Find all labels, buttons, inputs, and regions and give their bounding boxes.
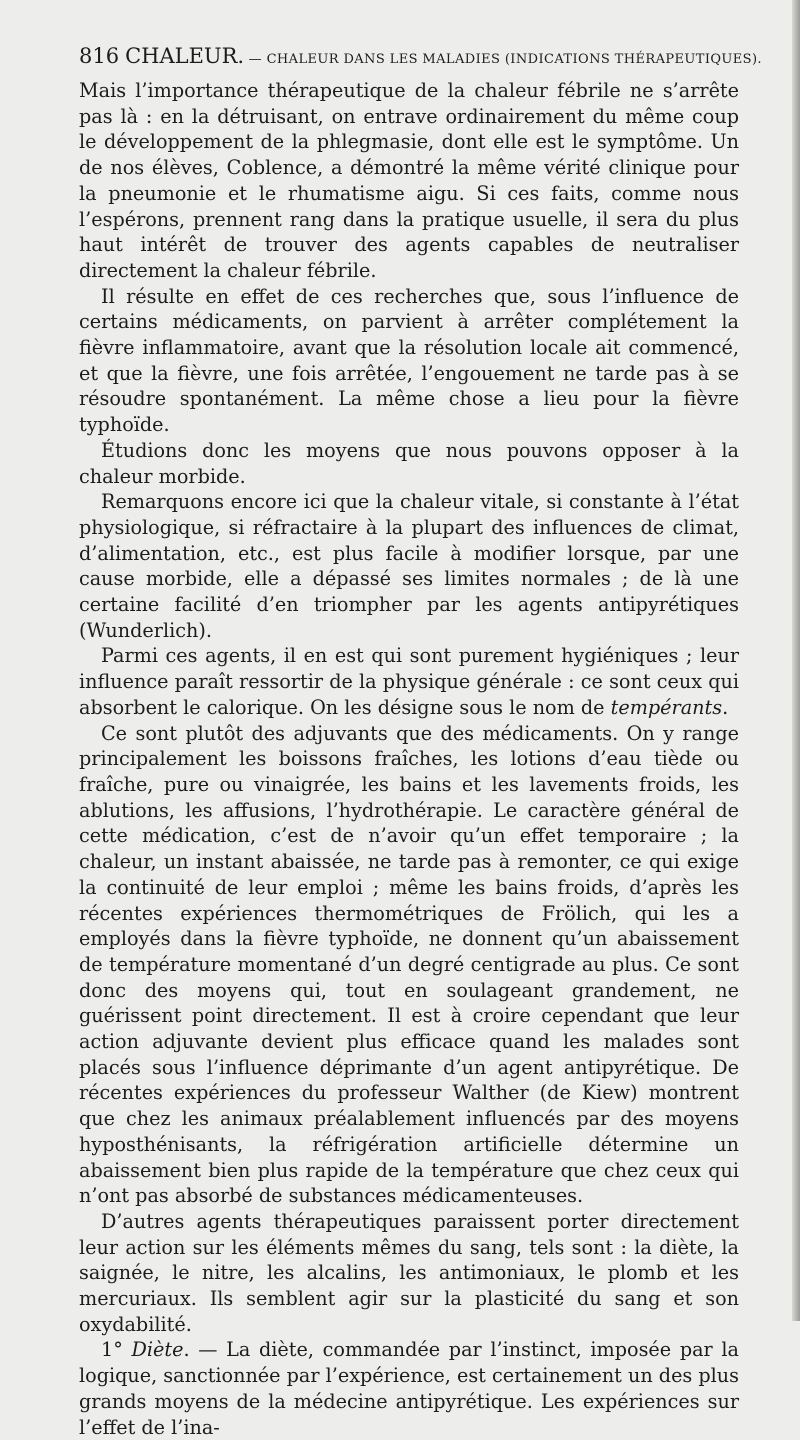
term-temperants: tempérants [610, 695, 723, 719]
paragraph-5 [79, 643, 739, 720]
running-dash: — [244, 52, 267, 67]
paragraph-1: Mais l’importance thérapeutique de la chaleur fébrile ne s’arrête pas là : en la détruisant, on entrave ordinairement du même coup le développement de la phlegmasie, dont elle est le symptôme. Un de nos élèves, Coblence, a démontré la même vérité clinique pour la pneumonie et le rhumatisme aigu. Si ces faits, comme nous l’espérons, prennent rang dans la pratique usuelle, il sera du plus haut intérêt de trouver des agents capables de neutraliser directement la chaleur fébrile. [79, 79, 739, 282]
running-head [79, 42, 762, 74]
paragraph-4: Remarquons encore ici que la chaleur vitale, si constante à l’état physiologique, si réfractaire à la plupart des influences de climat, d’alimentation, etc., est plus facile à modifier lorsque, par une cause morbide, elle a dépassé ses limites normales ; de là une certaine facilité d’en triompher par les agents antipyrétiques (Wunderlich). [79, 490, 739, 642]
section-number: 1° [101, 1338, 123, 1362]
paragraph-8-text: . — La diète, commandée par l’instinct, imposée par la logique, sanctionnée par l’expérience, est certainement un des plus grands moyens de la médecine antipyrétique. Les expériences sur l’effet de l’ina- [79, 1338, 740, 1439]
body-text [79, 78, 739, 1440]
paragraph-8 [79, 1337, 739, 1440]
page [79, 42, 762, 1440]
running-subtitle: CHALEUR DANS LES MALADIES (INDICATIONS THÉRAPEUTIQUES). [266, 52, 762, 67]
paragraph-5-text: Parmi ces agents, il en est qui sont purement hygiéniques ; leur influence paraît ressortir de la physique générale : ce sont ceux qui absorbent le calorique. On les désigne sous le nom de [79, 644, 739, 719]
page-number: 816 [79, 44, 120, 68]
paragraph-3: Étudions donc les moyens que nous pouvons opposer à la chaleur morbide. [79, 438, 739, 488]
paragraph-2: Il résulte en effet de ces recherches que, sous l’influence de certains médicaments, on parvient à arrêter complétement la fièvre inflammatoire, avant que la résolution locale ait commencé, et que la fièvre, une fois arrêtée, l’engouement ne tarde pas à se résoudre spontanément. La même chose a lieu pour la fièvre typhoïde. [79, 284, 739, 437]
page-edge-shadow [792, 0, 800, 1321]
paragraph-5-end: . [722, 695, 729, 719]
running-title: CHALEUR. [125, 44, 245, 68]
paragraph-7: D’autres agents thérapeutiques paraissent porter directement leur action sur les éléments mêmes du sang, tels sont : la diète, la saignée, le nitre, les alcalins, les antimoniaux, le plomb et les mercuriaux. Ils semblent agir sur la plasticité du sang et son oxydabilité. [79, 1209, 739, 1336]
paragraph-6: Ce sont plutôt des adjuvants que des médicaments. On y range principalement les boissons fraîches, les lotions d’eau tiède ou fraîche, pure ou vinaigrée, les bains et les lavements froids, les ablutions, les affusions, l’hydrothérapie. Le caractère général de cette médication, c’est de n’avoir qu’un effet temporaire ; la chaleur, un instant abaissée, ne tarde pas à remonter, ce qui exige la continuité de leur emploi ; même les bains froids, d’après les récentes expériences thermométriques de Frölich, qui les a employés dans la fièvre typhoïde, ne donnent qu’un abaissement de température momentané d’un degré centigrade au plus. Ce sont donc des moyens qui, tout en soulageant grandement, ne guérissent point directement. Il est à croire cependant que leur action adjuvante devient plus efficace quand les malades sont placés sous l’influence déprimante d’un agent antipyrétique. De récentes expériences du professeur Walther (de Kiew) montrent que chez les animaux préalablement influencés par des moyens hyposthénisants, la réfrigération artificielle détermine un abaissement bien plus rapide de la température que chez ceux qui n’ont pas absorbé de substances médicamenteuses. [79, 721, 739, 1208]
term-diete: Diète [131, 1338, 184, 1362]
